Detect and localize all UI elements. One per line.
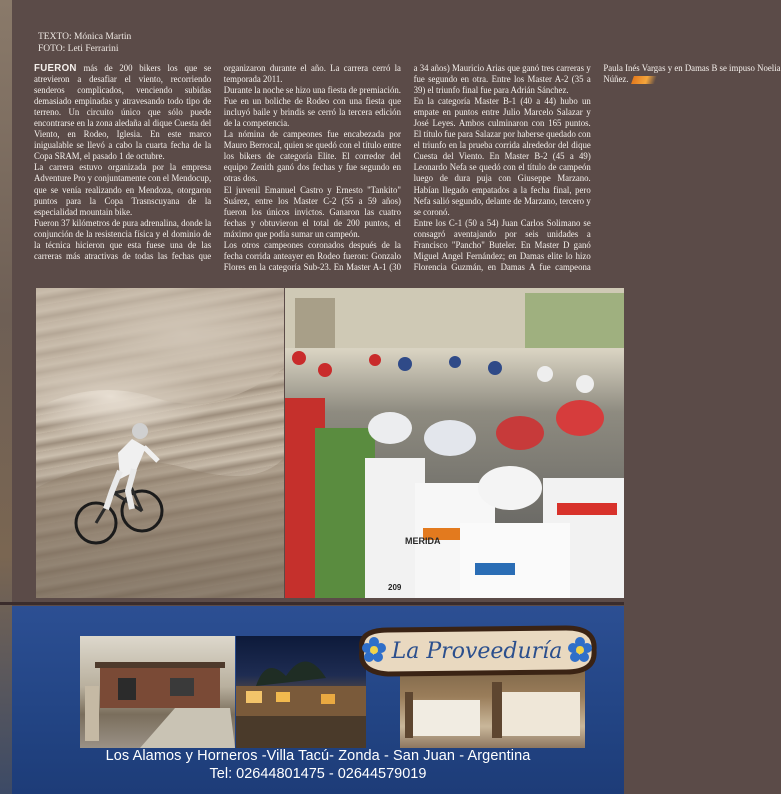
article-paragraph-6: El juvenil Emanuel Castro y Ernesto "Tankito" Suárez, entre los Master C-2 (55 a 59 años) fueron los únicos invictos. Ganaron las cuatro fechas y obtuvieron el total de 200 puntos, el máximo que podía sumar un campeón. — [223, 184, 401, 239]
ad-photo-house-night — [236, 636, 366, 748]
article-paragraph-5: La nómina de campeones fue encabezada por Mauro Berrocal, quien se quedó con el título entre los bikers de categoría Elite. El corredor del equipo Zenith ganó dos fechas y fue segundo en otras dos. — [223, 129, 401, 184]
section-divider — [0, 602, 624, 605]
credits — [38, 31, 131, 55]
article-paragraph-4: Durante la noche se hizo una fiesta de premiación. Fue en un boliche de Rodeo con una fiesta que incluyó baile y brindis se cerró la tercera edición de la competencia. — [223, 85, 401, 129]
ad-phone: Tel: 02644801475 - 02644579019 — [209, 766, 427, 782]
riders-crowd-icon — [285, 288, 624, 598]
photo-rider-descent — [36, 288, 284, 598]
bib-number: 209 — [388, 583, 402, 592]
ad-address: Los Alamos y Horneros -Villa Tacú- Zonda - San Juan - Argentina — [105, 748, 531, 764]
article-paragraph-2: La carrera estuvo organizada por la empresa Adventure Pro y conjuntamente con el Mendocup, que se venía realizando en Mendoza, otorgaron puntos para la Copa Trasnscuyana de la especialidad mountain bike. — [34, 162, 212, 217]
mountain-bike-rider-icon — [36, 288, 284, 598]
article-paragraph-8: En la categoría Master B-1 (40 a 44) hubo un empate en puntos entre Julio Marcelo Salazar y José Leyes. Ambos culminaron con 165 puntos. El título fue para Salazar por haberse quedado con el triunfo en la prueba corrida alrededor del dique Cuesta del Viento. En Master B-2 (45 a 49) Leonardo Nefa se quedó con el título de campeón luego de dura puja con Giuseppe Marzano. Habían llegado empatados a la fecha final, pero Nefa salió segundo, delante de Marzano, tercero y se coronó. — [413, 96, 591, 217]
jersey-text: MERIDA — [405, 536, 441, 546]
article-paragraph-1: FUERON más de 200 bikers los que se atrevieron a desafiar el viento, recorriendo senderos complicados, venciendo subidas demasiado empinadas y atravesando todo tipo de terreno. Un circuito único que sólo puede encontrarse en la zona aledaña al dique Cuesta del Viento, en Rodeo, Iglesia. En este marco inigualable se llevó a cabo la cuarta fecha de la Copa SRAM, el pasado 1 de octubre. — [34, 63, 212, 162]
photo-credit: FOTO: Leti Ferrarini — [38, 44, 119, 54]
article-paragraph-9: Entre los C-1 (50 a 54) Juan Carlos Solimano se consagró aventajando por seis unidades a Francisco "Pancho" Buteler. En Master D ganó Miguel Angel Fernández; en Damas elite lo hizo Florencia Guzmán, en Damas A fue campeona Paula Inés Vargas y en Damas B se impuso Noelia Núñez. — [413, 63, 781, 272]
article-paragraph-7: Los otros campeones coronados después de la fecha corrida anteayer en Rodeo fueron: Gonzalo Flores en la categoría Sub-23. En Master A-1 (30 a 34 años) Mauricio Arias que ganó tres carreras y fue segundo en otra. Entre los Master A-2 (35 a 39) el triunfo final fue para Adrián Sánchez. — [223, 63, 591, 272]
lead-word: FUERON — [34, 63, 77, 74]
article-body — [34, 63, 781, 283]
house-icon — [80, 636, 235, 748]
night-terrace-icon — [236, 636, 366, 748]
previous-page-edge — [0, 0, 12, 794]
brand-name: La Proveeduría — [391, 639, 563, 664]
article-paragraph-3: Fueron 37 kilómetros de pura adrenalina, donde la conjunción de la resistencia física y el dominio de la técnica hicieron que esta fuese una de las carreras más atractivas de todas las fechas que organizaron durante el año. La carrera cerró la temporada 2011. — [34, 63, 401, 261]
ad-photo-house-day — [80, 636, 235, 748]
advertisement — [12, 606, 624, 794]
logo-plaque-icon — [352, 624, 602, 676]
brand-logo — [352, 624, 602, 676]
text-credit: TEXTO: Mónica Martin — [38, 32, 132, 42]
end-mark-icon — [631, 76, 657, 84]
photo-riders-group — [285, 288, 624, 598]
